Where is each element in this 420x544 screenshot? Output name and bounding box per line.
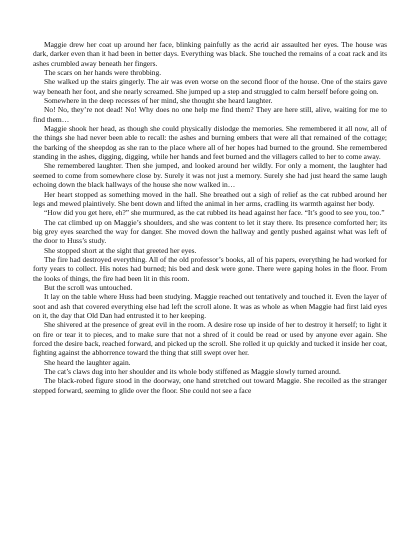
- paragraph: “How did you get here, eh?” she murmured, as the cat rubbed its head against her face. “It’s good to see you, too.”: [44, 208, 385, 218]
- paragraph: Maggie shook her head, as though she could physically dislodge the memories. She remembered it all now, all of the things she had never been able to recall: the ashes and burning embers that were all that remained of the cottage; the barking of the sheepdog as she ran to the place where all of her hopes had burned to the ground. She remembered standing in the ashes, digging, digging, while her hands and feet burned and the villagers called to her to come away.: [33, 124, 387, 162]
- paragraph: She walked up the stairs gingerly. The air was even worse on the second floor of the house. One of the stairs gave way beneath her foot, and she nearly screamed. She jumped up a step and struggled to calm herself before going on.: [33, 77, 387, 96]
- paragraph: The cat climbed up on Maggie’s shoulders, and she was content to let it stay there. Its presence comforted her; its big grey eyes searched the way for danger. She moved down the hallway and gently pushed against what was left of the door to Huss’s study.: [33, 217, 387, 246]
- paragraph: Maggie drew her coat up around her face, blinking painfully as the acrid air assaulted her eyes. The house was dark, darker even than it had been in better days. Everything was black. She touched the remains of a coat rack and its ashes crumbled away beneath her fingers.: [33, 40, 387, 68]
- paragraph: The fire had destroyed everything. All of the old professor’s books, all of his papers, everything he had worked for forty years to collect. His notes had burned; his bed and desk were gone. There were gaping holes in the floor. From the looks of things, the fire had been lit in this room.: [33, 254, 387, 283]
- paragraph: She shivered at the presence of great evil in the room. A desire rose up inside of her to destroy it herself; to light it on fire or tear it to pieces, and to make sure that not a shred of it could be read or used by anyone ever again. She forced the desire back, reached forward, and picked up the scroll. She rolled it up quickly and tucked it inside her coat, fighting against the abhorrence toward the thing that still swept over her.: [33, 320, 387, 358]
- paragraph: But the scroll was untouched.: [44, 282, 133, 292]
- paragraph: The cat’s claws dug into her shoulder and its whole body stiffened as Maggie slowly turned around.: [44, 367, 341, 377]
- paragraph: No! No, they’re not dead! No! Why does no one help me find them? They are here still, alive, waiting for me to find them…: [33, 105, 387, 124]
- paragraph: She remembered laughter. Then she jumped, and looked around her wildly. For only a moment, the laughter had seemed to come from somewhere close by. Surely it was not just a memory. Surely she had just heard the same laugh echoing down the black hallways of the house she now walked in…: [33, 161, 387, 190]
- paragraph: She heard the laughter again.: [44, 357, 131, 367]
- paragraph: It lay on the table where Huss had been studying. Maggie reached out tentatively and touched it. Even the layer of soot and ash that covered everything else had left the scroll alone. It was as whole as when Maggie had first laid eyes on it, the day that Old Dan had entrusted it to her keeping.: [33, 292, 387, 320]
- paragraph: Somewhere in the deep recesses of her mind, she thought she heard laughter.: [44, 96, 273, 106]
- paragraph: Her heart stopped as something moved in the hall. She breathed out a sigh of relief as the cat rubbed around her legs and mewed plaintively. She bent down and lifted the animal in her arms, cradling its warmth against her body.: [33, 189, 387, 208]
- paragraph: The scars on her hands were throbbing.: [44, 68, 162, 78]
- paragraph: The black-robed figure stood in the doorway, one hand stretched out toward Maggie. She recoiled as the stranger stepped forward, seeming to glide over the floor. She could not see a face: [33, 376, 387, 395]
- paragraph: She stopped short at the sight that greeted her eyes.: [44, 245, 197, 255]
